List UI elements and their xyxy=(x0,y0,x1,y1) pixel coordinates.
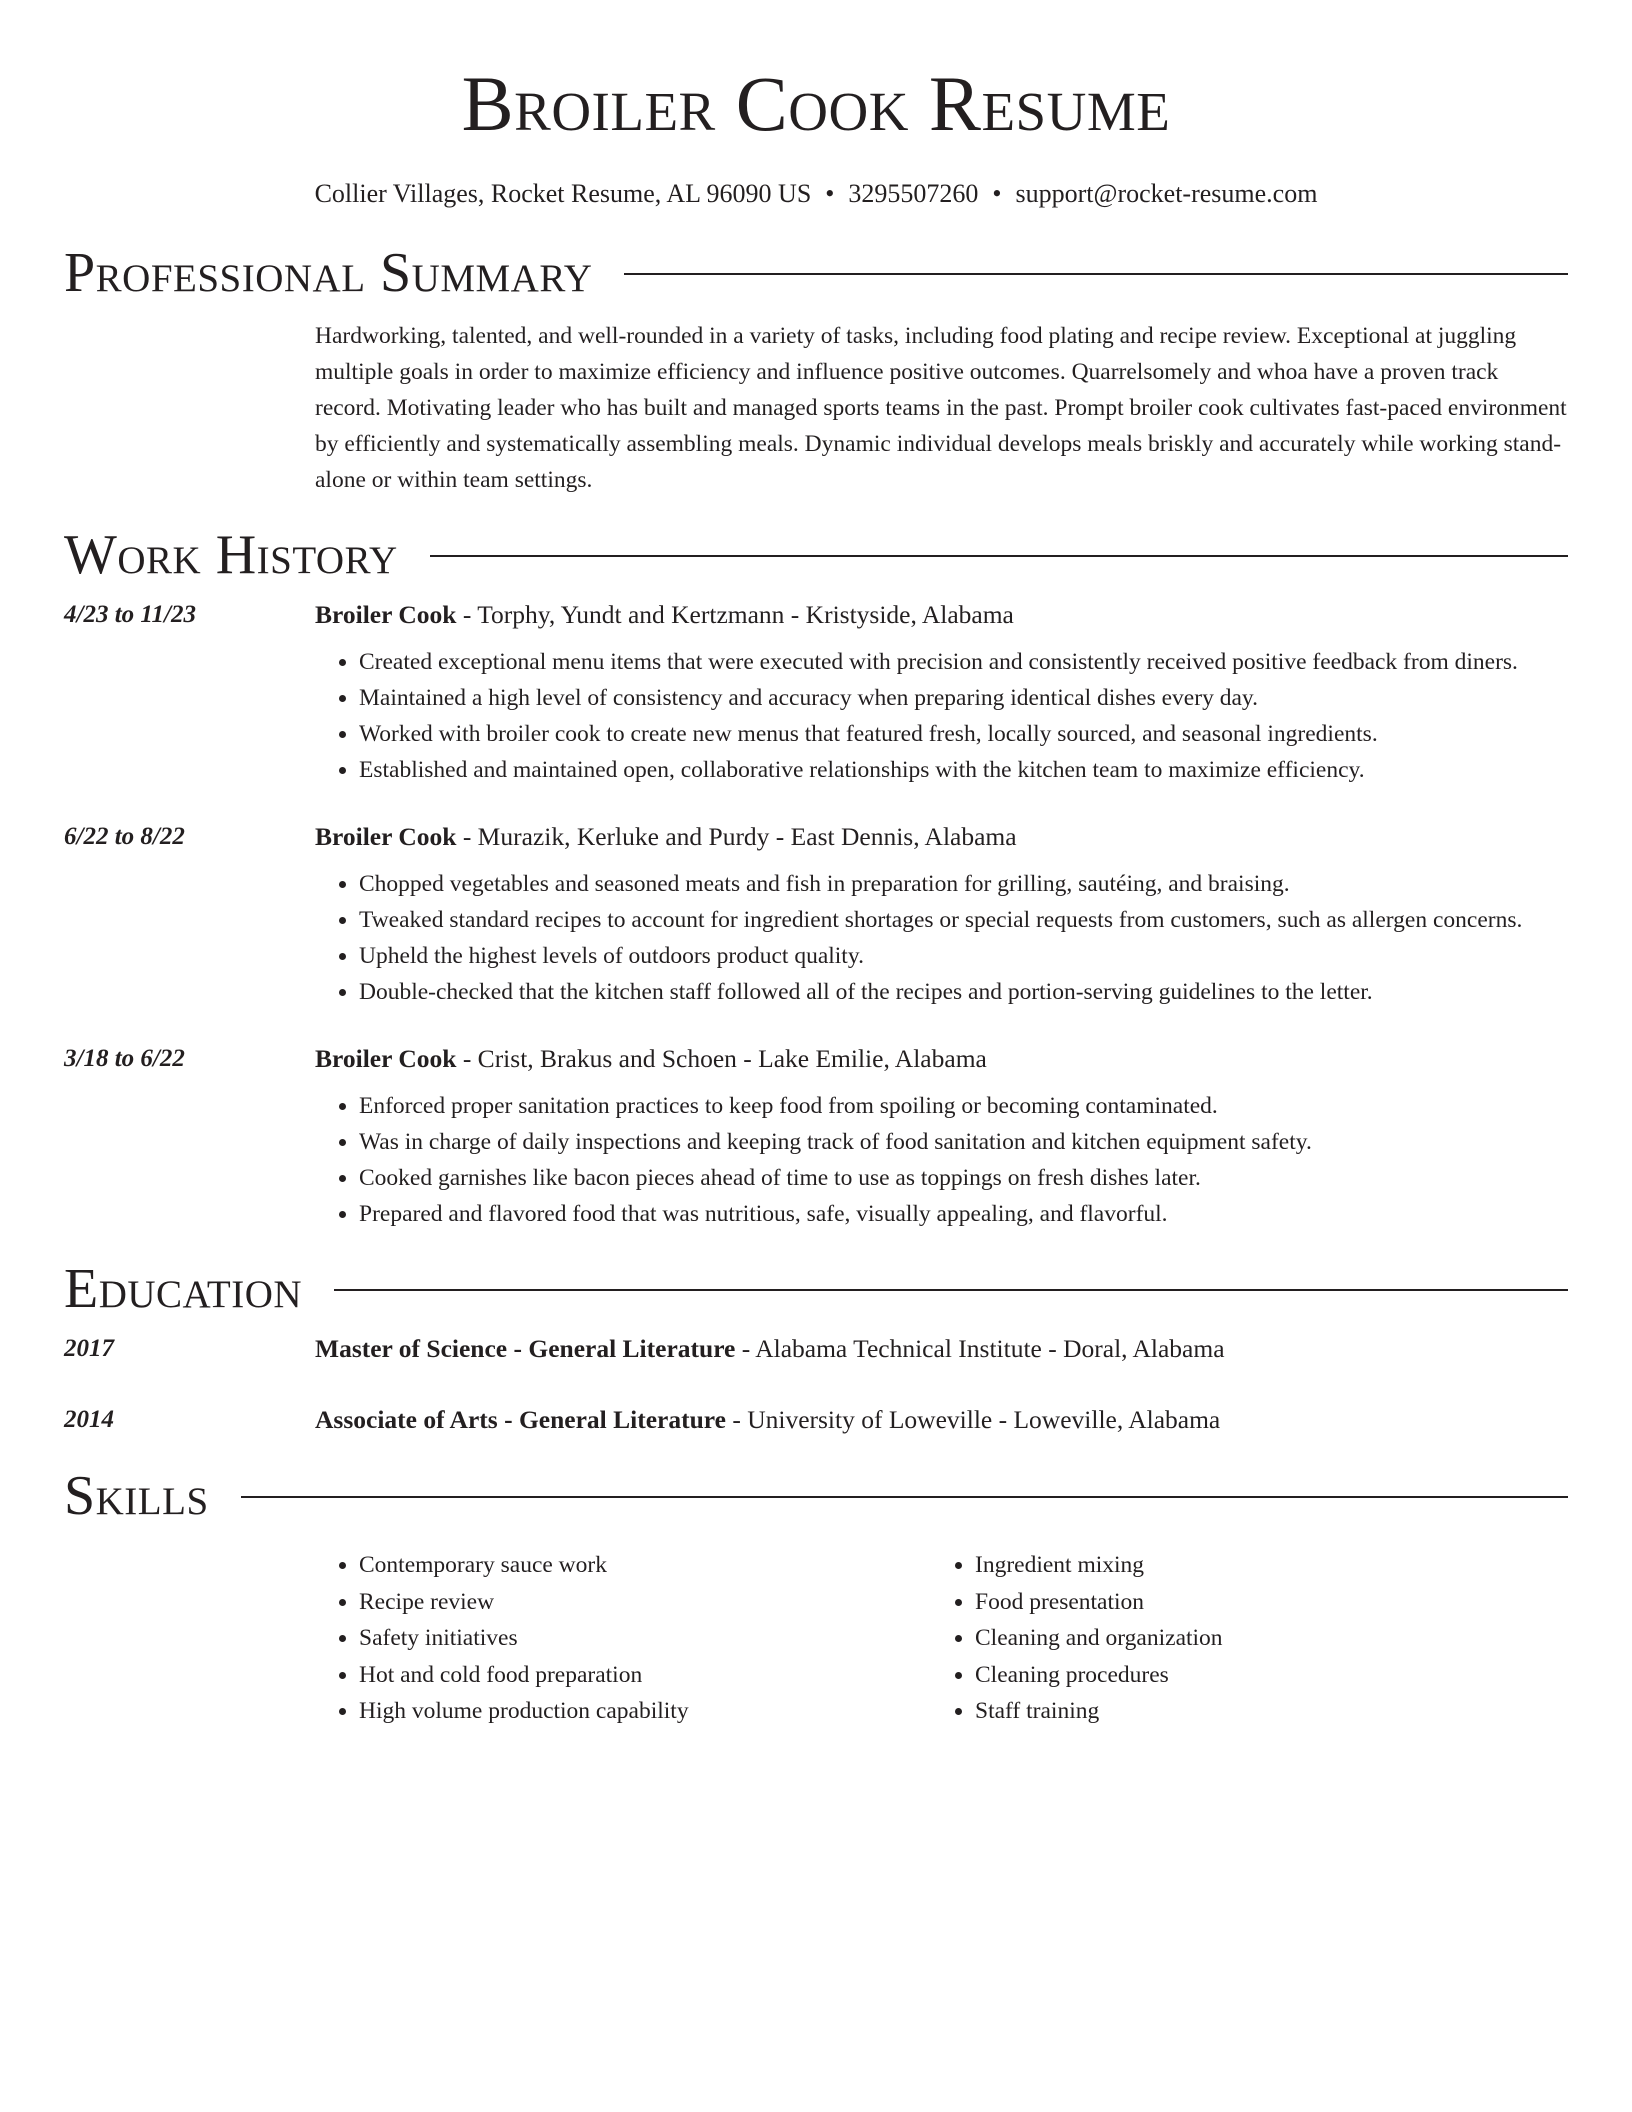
job-title-line xyxy=(315,1042,1568,1076)
job-body xyxy=(315,820,1568,1010)
job-dates: 4/23 to 11/23 xyxy=(64,601,196,628)
job-bullet: • Created exceptional menu items that were executed with precision and consistently received positive feedback from diners. xyxy=(359,644,1568,680)
contact-phone: 3295507260 xyxy=(848,179,979,208)
skill-item: • High volume production capability xyxy=(359,1693,931,1730)
summary-heading: Professional Summary xyxy=(64,242,593,304)
job-body xyxy=(315,598,1568,788)
job-bullet: • Upheld the highest levels of outdoors product quality. xyxy=(359,938,1568,974)
job-bullet: • Maintained a high level of consistency and accuracy when preparing identical dishes every day. xyxy=(359,680,1568,716)
skills-heading: Skills xyxy=(64,1465,209,1527)
job-entry xyxy=(64,598,1568,788)
education-school: - Alabama Technical Institute - Doral, Alabama xyxy=(735,1334,1225,1363)
section-divider xyxy=(241,1496,1568,1498)
education-year: 2014 xyxy=(64,1406,114,1433)
job-title: Broiler Cook xyxy=(315,600,457,629)
education-degree: Master of Science - General Literature xyxy=(315,1334,736,1363)
job-bullet: • Cooked garnishes like bacon pieces ahead of time to use as toppings on fresh dishes later. xyxy=(359,1160,1568,1196)
summary-text: Hardworking, talented, and well-rounded in a variety of tasks, including food plating and recipe review. Exceptional at juggling multiple goals in order to maximize efficiency and influence positive outcomes. Quarrelsomely and whoa have a proven track record. Motivating leader who has built and managed sports teams in the past. Prompt broiler cook cultivates fast-paced environment by efficiently and systematically assembling meals. Dynamic individual develops meals briskly and accurately while working stand-alone or within team settings. xyxy=(315,323,1567,493)
contact-line xyxy=(64,178,1568,210)
skills-section-header xyxy=(64,1463,1568,1529)
summary-section-header xyxy=(64,240,1568,306)
job-bullet: • Double-checked that the kitchen staff followed all of the recipes and portion-serving guidelines to the letter. xyxy=(359,974,1568,1010)
contact-separator: • xyxy=(825,179,835,208)
job-bullet: • Prepared and flavored food that was nutritious, safe, visually appealing, and flavorful. xyxy=(359,1196,1568,1232)
resume-title: Broiler Cook Resume xyxy=(461,60,1171,147)
contact-address: Collier Villages, Rocket Resume, AL 96090 US xyxy=(314,179,812,208)
job-bullet: • Was in charge of daily inspections and keeping track of food sanitation and kitchen equipment safety. xyxy=(359,1124,1568,1160)
skills-list xyxy=(315,1547,1568,1730)
skill-item: • Recipe review xyxy=(359,1584,931,1621)
contact-email: support@rocket-resume.com xyxy=(1015,179,1318,208)
skill-item: • Hot and cold food preparation xyxy=(359,1657,931,1694)
job-title-line xyxy=(315,820,1568,854)
skill-item: • Food presentation xyxy=(975,1584,1547,1621)
education-entry xyxy=(64,1403,1568,1437)
education-section-header xyxy=(64,1256,1568,1322)
job-dates: 3/18 to 6/22 xyxy=(64,1045,185,1072)
skill-item: • Contemporary sauce work xyxy=(359,1547,931,1584)
job-title-line xyxy=(315,598,1568,632)
skill-item: • Ingredient mixing xyxy=(975,1547,1547,1584)
job-dates: 6/22 to 8/22 xyxy=(64,823,185,850)
job-body xyxy=(315,1042,1568,1232)
education-line xyxy=(315,1403,1568,1437)
education-heading: Education xyxy=(64,1258,303,1320)
work-section-header xyxy=(64,522,1568,588)
job-bullets xyxy=(315,866,1568,1010)
skill-item: • Safety initiatives xyxy=(359,1620,931,1657)
section-divider xyxy=(430,555,1568,557)
skills-column-right xyxy=(931,1547,1547,1730)
education-degree: Associate of Arts - General Literature xyxy=(315,1405,726,1434)
skill-item: • Staff training xyxy=(975,1693,1547,1730)
job-bullet: • Worked with broiler cook to create new menus that featured fresh, locally sourced, and seasonal ingredients. xyxy=(359,716,1568,752)
job-bullets xyxy=(315,644,1568,788)
job-bullet: • Enforced proper sanitation practices to keep food from spoiling or becoming contaminated. xyxy=(359,1088,1568,1124)
job-title: Broiler Cook xyxy=(315,1044,457,1073)
education-line xyxy=(315,1332,1568,1366)
job-bullet: • Established and maintained open, collaborative relationships with the kitchen team to maximize efficiency. xyxy=(359,752,1568,788)
job-entry xyxy=(64,820,1568,1010)
job-title: Broiler Cook xyxy=(315,822,457,851)
skill-item: • Cleaning procedures xyxy=(975,1657,1547,1694)
education-year: 2017 xyxy=(64,1335,114,1362)
job-bullet: • Chopped vegetables and seasoned meats and fish in preparation for grilling, sautéing, and braising. xyxy=(359,866,1568,902)
job-employer: - Torphy, Yundt and Kertzmann - Kristyside, Alabama xyxy=(456,600,1014,629)
job-entry xyxy=(64,1042,1568,1232)
resume-page xyxy=(64,0,1568,1730)
skills-column-left xyxy=(315,1547,931,1730)
education-school: - University of Loweville - Loweville, Alabama xyxy=(725,1405,1221,1434)
section-divider xyxy=(624,273,1568,275)
job-employer: - Crist, Brakus and Schoen - Lake Emilie, Alabama xyxy=(456,1044,987,1073)
contact-separator: • xyxy=(992,179,1002,208)
job-bullets xyxy=(315,1088,1568,1232)
education-entry xyxy=(64,1332,1568,1366)
skill-item: • Cleaning and organization xyxy=(975,1620,1547,1657)
work-heading: Work History xyxy=(64,524,398,586)
job-bullet: • Tweaked standard recipes to account for ingredient shortages or special requests from customers, such as allergen concerns. xyxy=(359,902,1568,938)
section-divider xyxy=(334,1289,1568,1291)
job-employer: - Murazik, Kerluke and Purdy - East Dennis, Alabama xyxy=(456,822,1017,851)
